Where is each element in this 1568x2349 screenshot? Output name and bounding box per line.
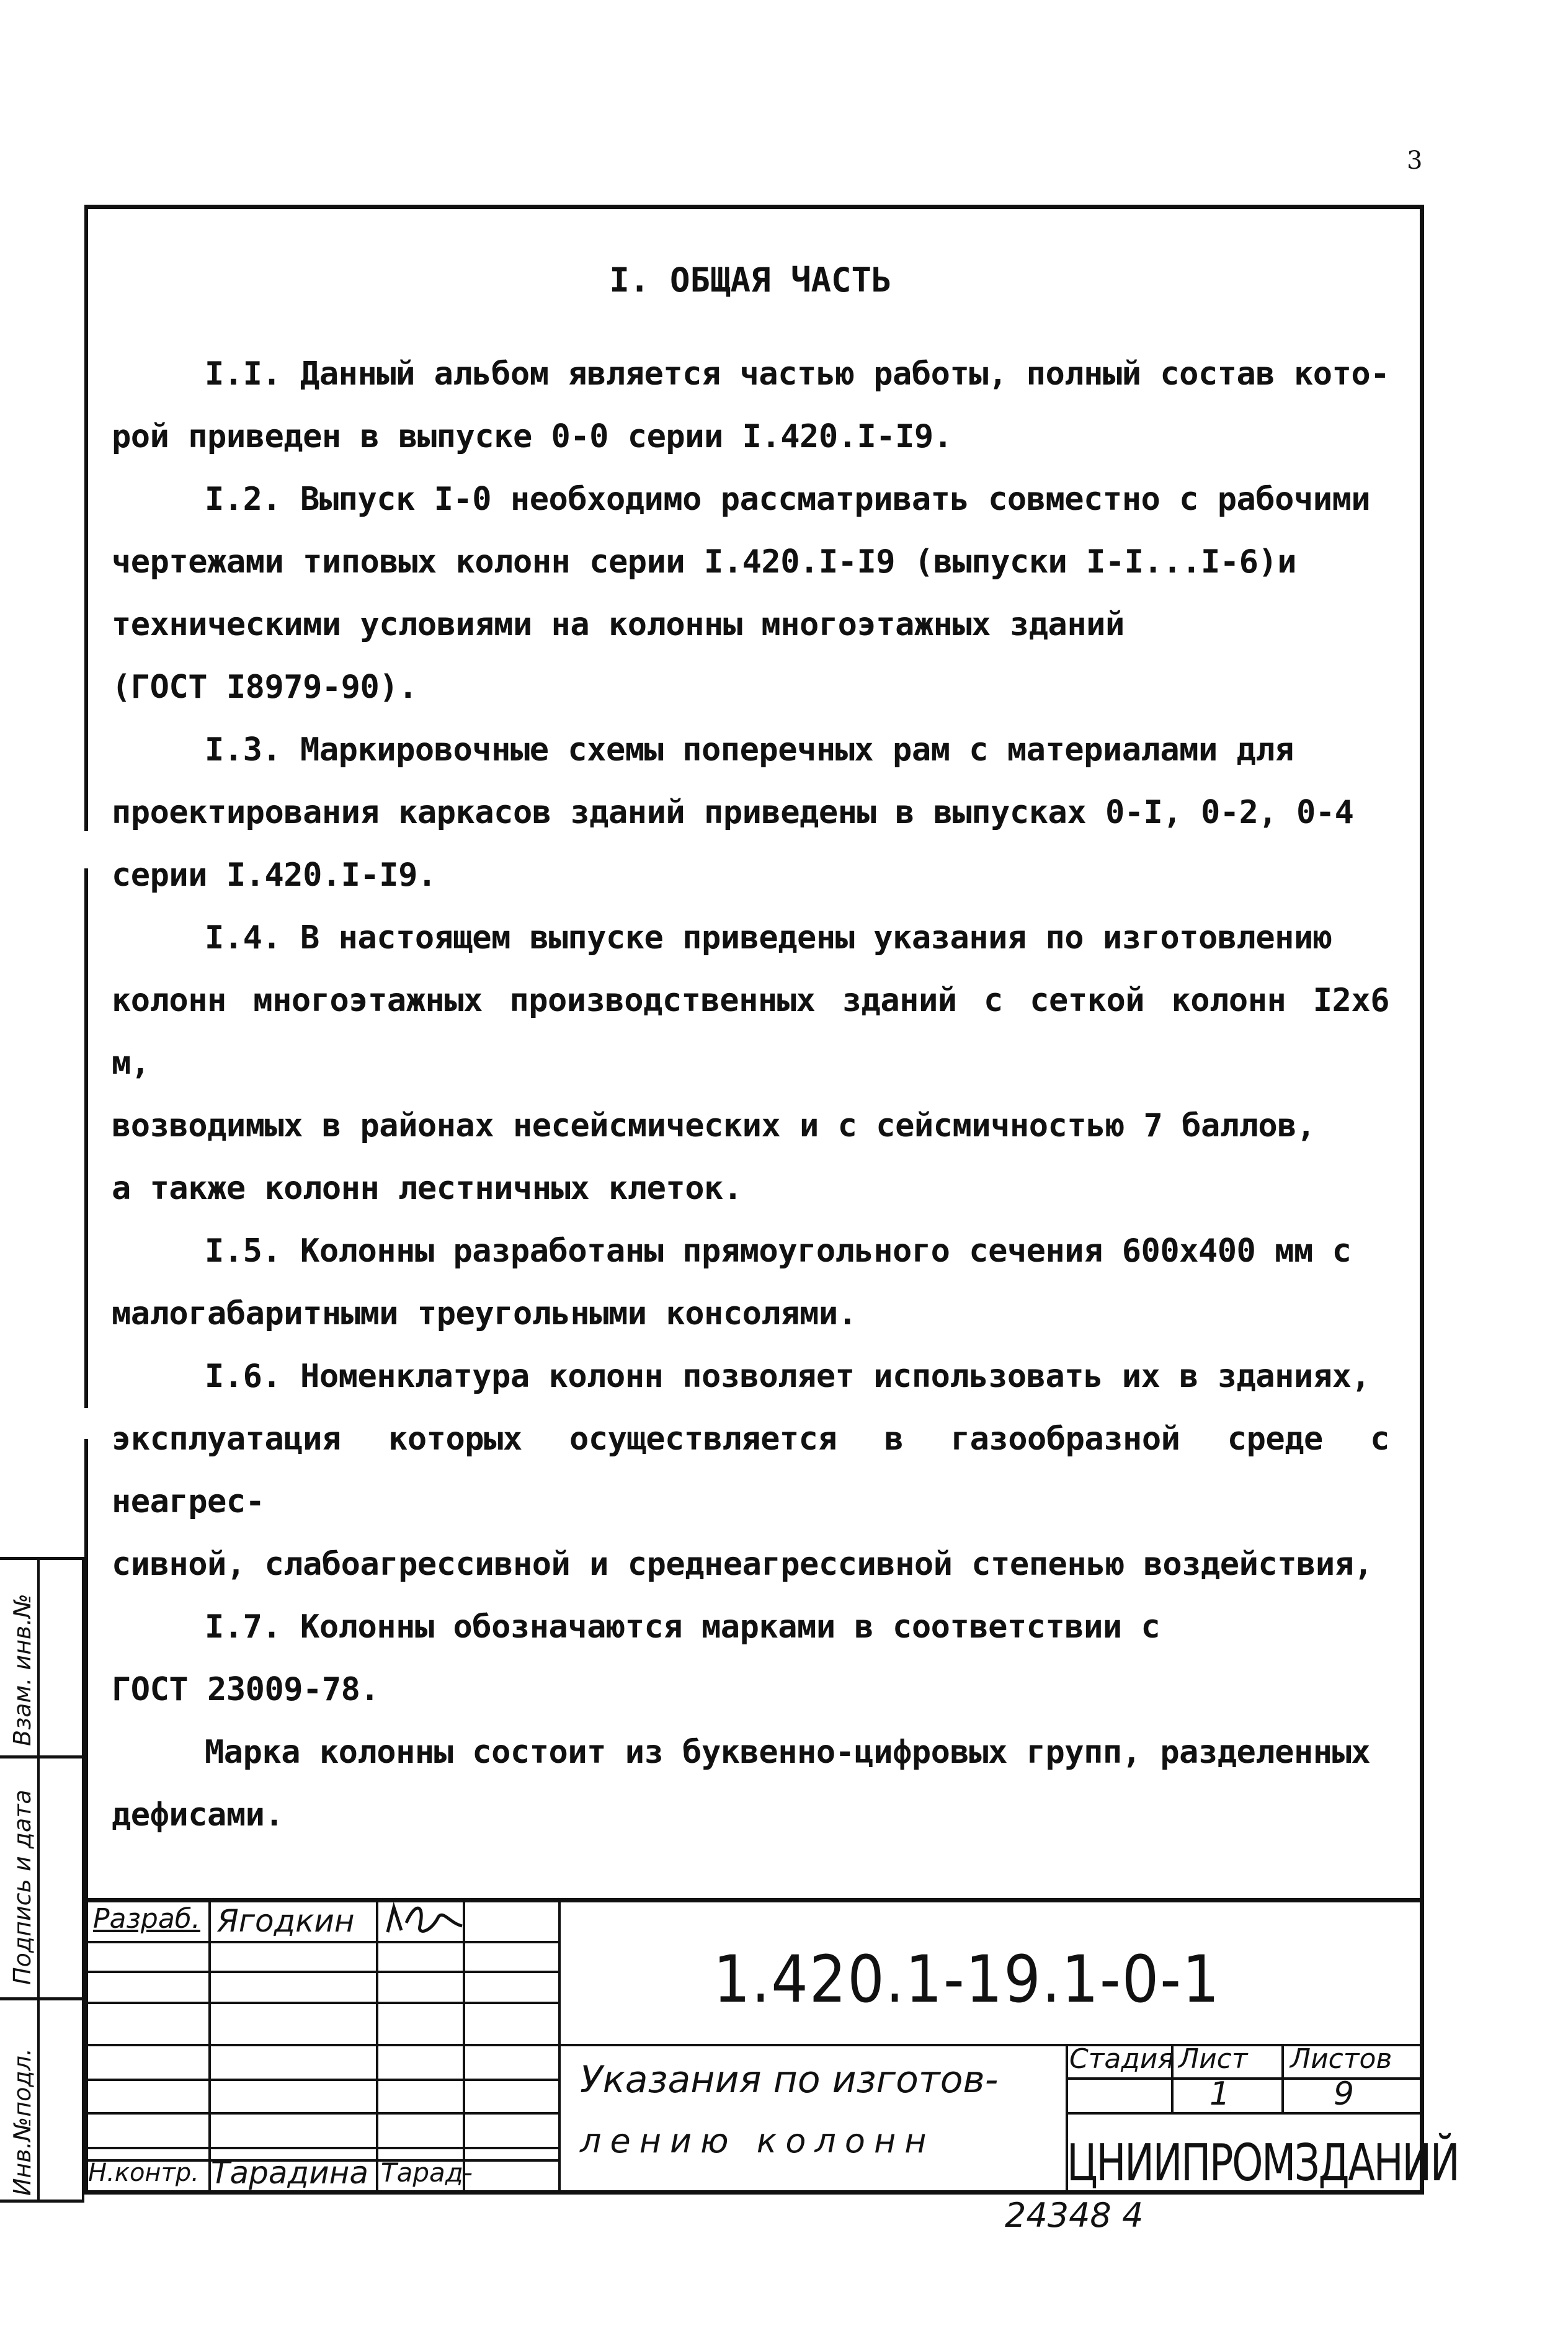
paragraph-line: Марка колонны состоит из буквенно-цифровых групп, разделенных [205,1734,1371,1771]
document-title-line-2: лению колонн [580,2121,935,2160]
section-heading: I. ОБЩАЯ ЧАСТЬ [609,261,892,300]
paragraph-p6 [112,1345,1389,1596]
page-number: 3 [1407,146,1423,175]
paragraph-p4 [112,907,1389,1220]
paragraph-line: колонн многоэтажных производственных зданий с сеткой колонн I2x6 м, [112,982,1389,1082]
paragraph-p8 [112,1721,1389,1847]
paragraph-line: I.I. Данный альбом является частью работы, полный состав кото- [205,355,1390,393]
paragraph-list [112,343,1389,1847]
paragraph-line: серии I.420.I-I9. [112,857,437,894]
listov-value: 9 [1334,2075,1355,2113]
title-block-line [376,1902,378,2195]
paragraph-line: I.3. Маркировочные схемы поперечных рам с материалами для [205,731,1294,769]
archive-number: 24348 4 [1005,2196,1144,2235]
stamp-podpis-data: Подпись и дата [9,1790,36,1985]
paragraph-line: дефисами. [112,1796,284,1834]
stadia-label: Стадия [1069,2043,1174,2075]
paragraph-p3 [112,719,1389,907]
title-block-line [208,1902,211,2195]
title-block-line [84,2002,558,2004]
paragraph-line: ГОСТ 23009-78. [112,1671,380,1708]
frame-left-border [84,868,88,1408]
paragraph-line: I.5. Колонны разработаны прямоугольного сечения 600x400 мм с [205,1232,1352,1270]
paragraph-line: сивной, слабоагрессивной и среднеагрессивной степенью воздействия, [112,1546,1373,1583]
paragraph-line: возводимых в районах несейсмических и с сейсмичностью 7 баллов, [112,1107,1316,1144]
margin-stamp [0,1557,84,2202]
paragraph-line: I.7. Колонны обозначаются марками в соответствии с [205,1608,1160,1646]
paragraph-line: I.4. В настоящем выпуске приведены указания по изготовлению [205,919,1332,956]
document-body [112,261,1389,1847]
nkontr-label: Н.контр. [88,2159,199,2187]
paragraph-line: малогабаритными треугольными консолями. [112,1295,857,1332]
paragraph-line: эксплуатация которых осуществляется в газообразной среде с неагрес- [112,1420,1389,1520]
paragraph-line: а также колонн лестничных клеток. [112,1170,742,1207]
razrab-name: Ягодкин [217,1903,355,1939]
paragraph-p5 [112,1220,1389,1345]
paragraph-p2 [112,468,1389,719]
razrab-label: Разраб. [93,1903,200,1935]
title-block-line [84,1941,558,1943]
title-block-line [84,1971,558,1973]
title-block-line [84,2147,558,2149]
paragraph-line: проектирования каркасов зданий приведены в выпусках 0-I, 0-2, 0-4 [112,794,1354,831]
organization-name: ЦНИИПРОМЗДАНИЙ [1067,2134,1459,2193]
nkontr-signature: Тарад- [381,2157,473,2188]
paragraph-line: I.2. Выпуск I-0 необходимо рассматривать совместно с рабочими [205,481,1371,518]
stamp-vzam-inv: Взам. инв.№ [9,1593,36,1746]
title-block-line [1066,2112,1420,2115]
paragraph-line: I.6. Номенклатура колонн позволяет использовать их в зданиях, [205,1358,1371,1395]
nkontr-name: Тарадина [211,2155,368,2191]
stamp-rule [0,1997,84,2000]
title-block-line [463,1902,465,2195]
stamp-rule [0,1557,84,1560]
title-block-line [558,1902,561,2195]
document-title-line-1: Указания по изготов- [580,2058,999,2102]
razrab-signature [381,1898,474,1941]
title-block-line [1066,2077,1420,2080]
title-block-line [84,2112,558,2115]
stamp-rule [0,2200,84,2203]
list-value: 1 [1209,2075,1231,2113]
paragraph-line: техническими условиями на колонны многоэтажных зданий [112,606,1125,643]
listov-label: Листов [1290,2043,1392,2075]
document-designation: 1.420.1-19.1-0-1 [713,1941,1221,2017]
title-block-line [84,2079,558,2081]
frame-left-border [84,205,88,831]
paragraph-line: (ГОСТ I8979-90). [112,669,417,706]
paragraph-p1 [112,343,1389,468]
list-label: Лист [1178,2043,1248,2075]
stamp-inv-podl: Инв.№подл. [9,2048,36,2196]
stamp-column-line [37,1557,40,2202]
paragraph-line: чертежами типовых колонн серии I.420.I-I9 (выпуски I-I...I-6)и [112,543,1297,581]
paragraph-line: рой приведен в выпуске 0-0 серии I.420.I-I9. [112,418,953,455]
paragraph-p7 [112,1596,1389,1721]
stamp-rule [0,1755,84,1758]
